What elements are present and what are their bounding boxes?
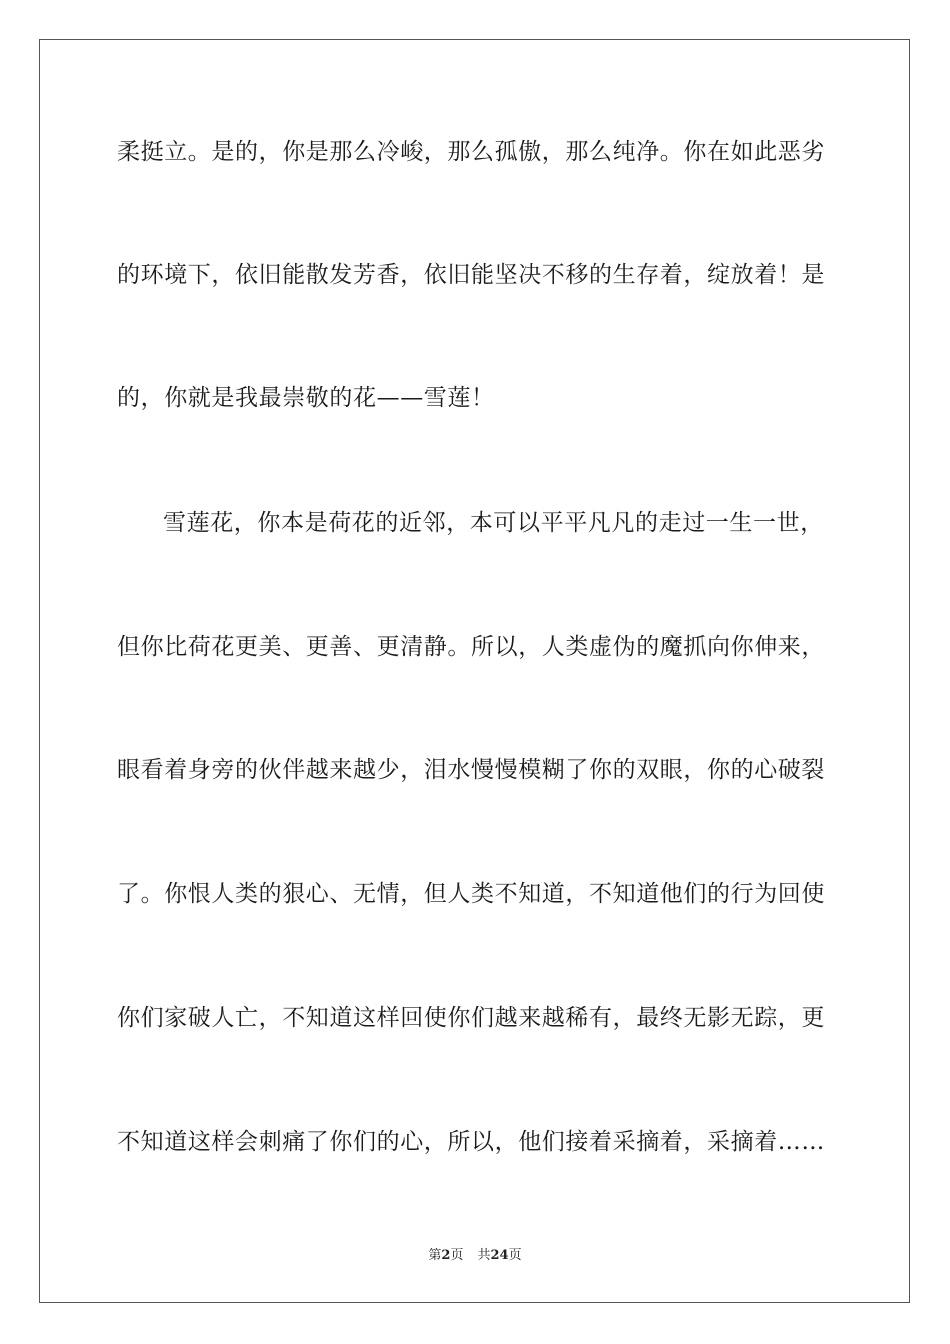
body-text-line-3: 的，你就是我最崇敬的花——雪莲！ bbox=[117, 385, 495, 411]
body-text-line-8: 你们家破人亡，不知道这样回使你们越来越稀有，最终无影无踪，更 bbox=[117, 1005, 825, 1031]
body-text-line-9: 不知道这样会刺痛了你们的心，所以，他们接着采摘着，采摘着…… bbox=[117, 1129, 825, 1155]
body-text-line-5: 但你比荷花更美、更善、更清静。所以，人类虚伪的魔抓向你伸来， bbox=[117, 634, 825, 660]
body-text-line-4: 雪莲花，你本是荷花的近邻，本可以平平凡凡的走过一生一世， bbox=[163, 510, 824, 536]
page-number: 2 bbox=[441, 1248, 451, 1263]
total-suffix: 页 bbox=[508, 1248, 522, 1263]
page-border bbox=[39, 39, 910, 1303]
body-text-line-6: 眼看着身旁的伙伴越来越少，泪水慢慢模糊了你的双眼，你的心破裂 bbox=[117, 757, 825, 783]
page-footer bbox=[0, 1247, 950, 1265]
total-pages: 24 bbox=[490, 1248, 509, 1263]
total-prefix: 共 bbox=[477, 1248, 491, 1263]
body-text-line-2: 的环境下，依旧能散发芳香，依旧能坚决不移的生存着，绽放着！是 bbox=[117, 262, 825, 288]
body-text-line-7: 了。你恨人类的狠心、无情，但人类不知道，不知道他们的行为回使 bbox=[117, 881, 825, 907]
page-prefix: 第 bbox=[428, 1248, 442, 1263]
body-text-line-1: 柔挺立。是的，你是那么冷峻，那么孤傲，那么纯净。你在如此恶劣 bbox=[117, 139, 825, 165]
page-suffix: 页 bbox=[450, 1248, 464, 1263]
